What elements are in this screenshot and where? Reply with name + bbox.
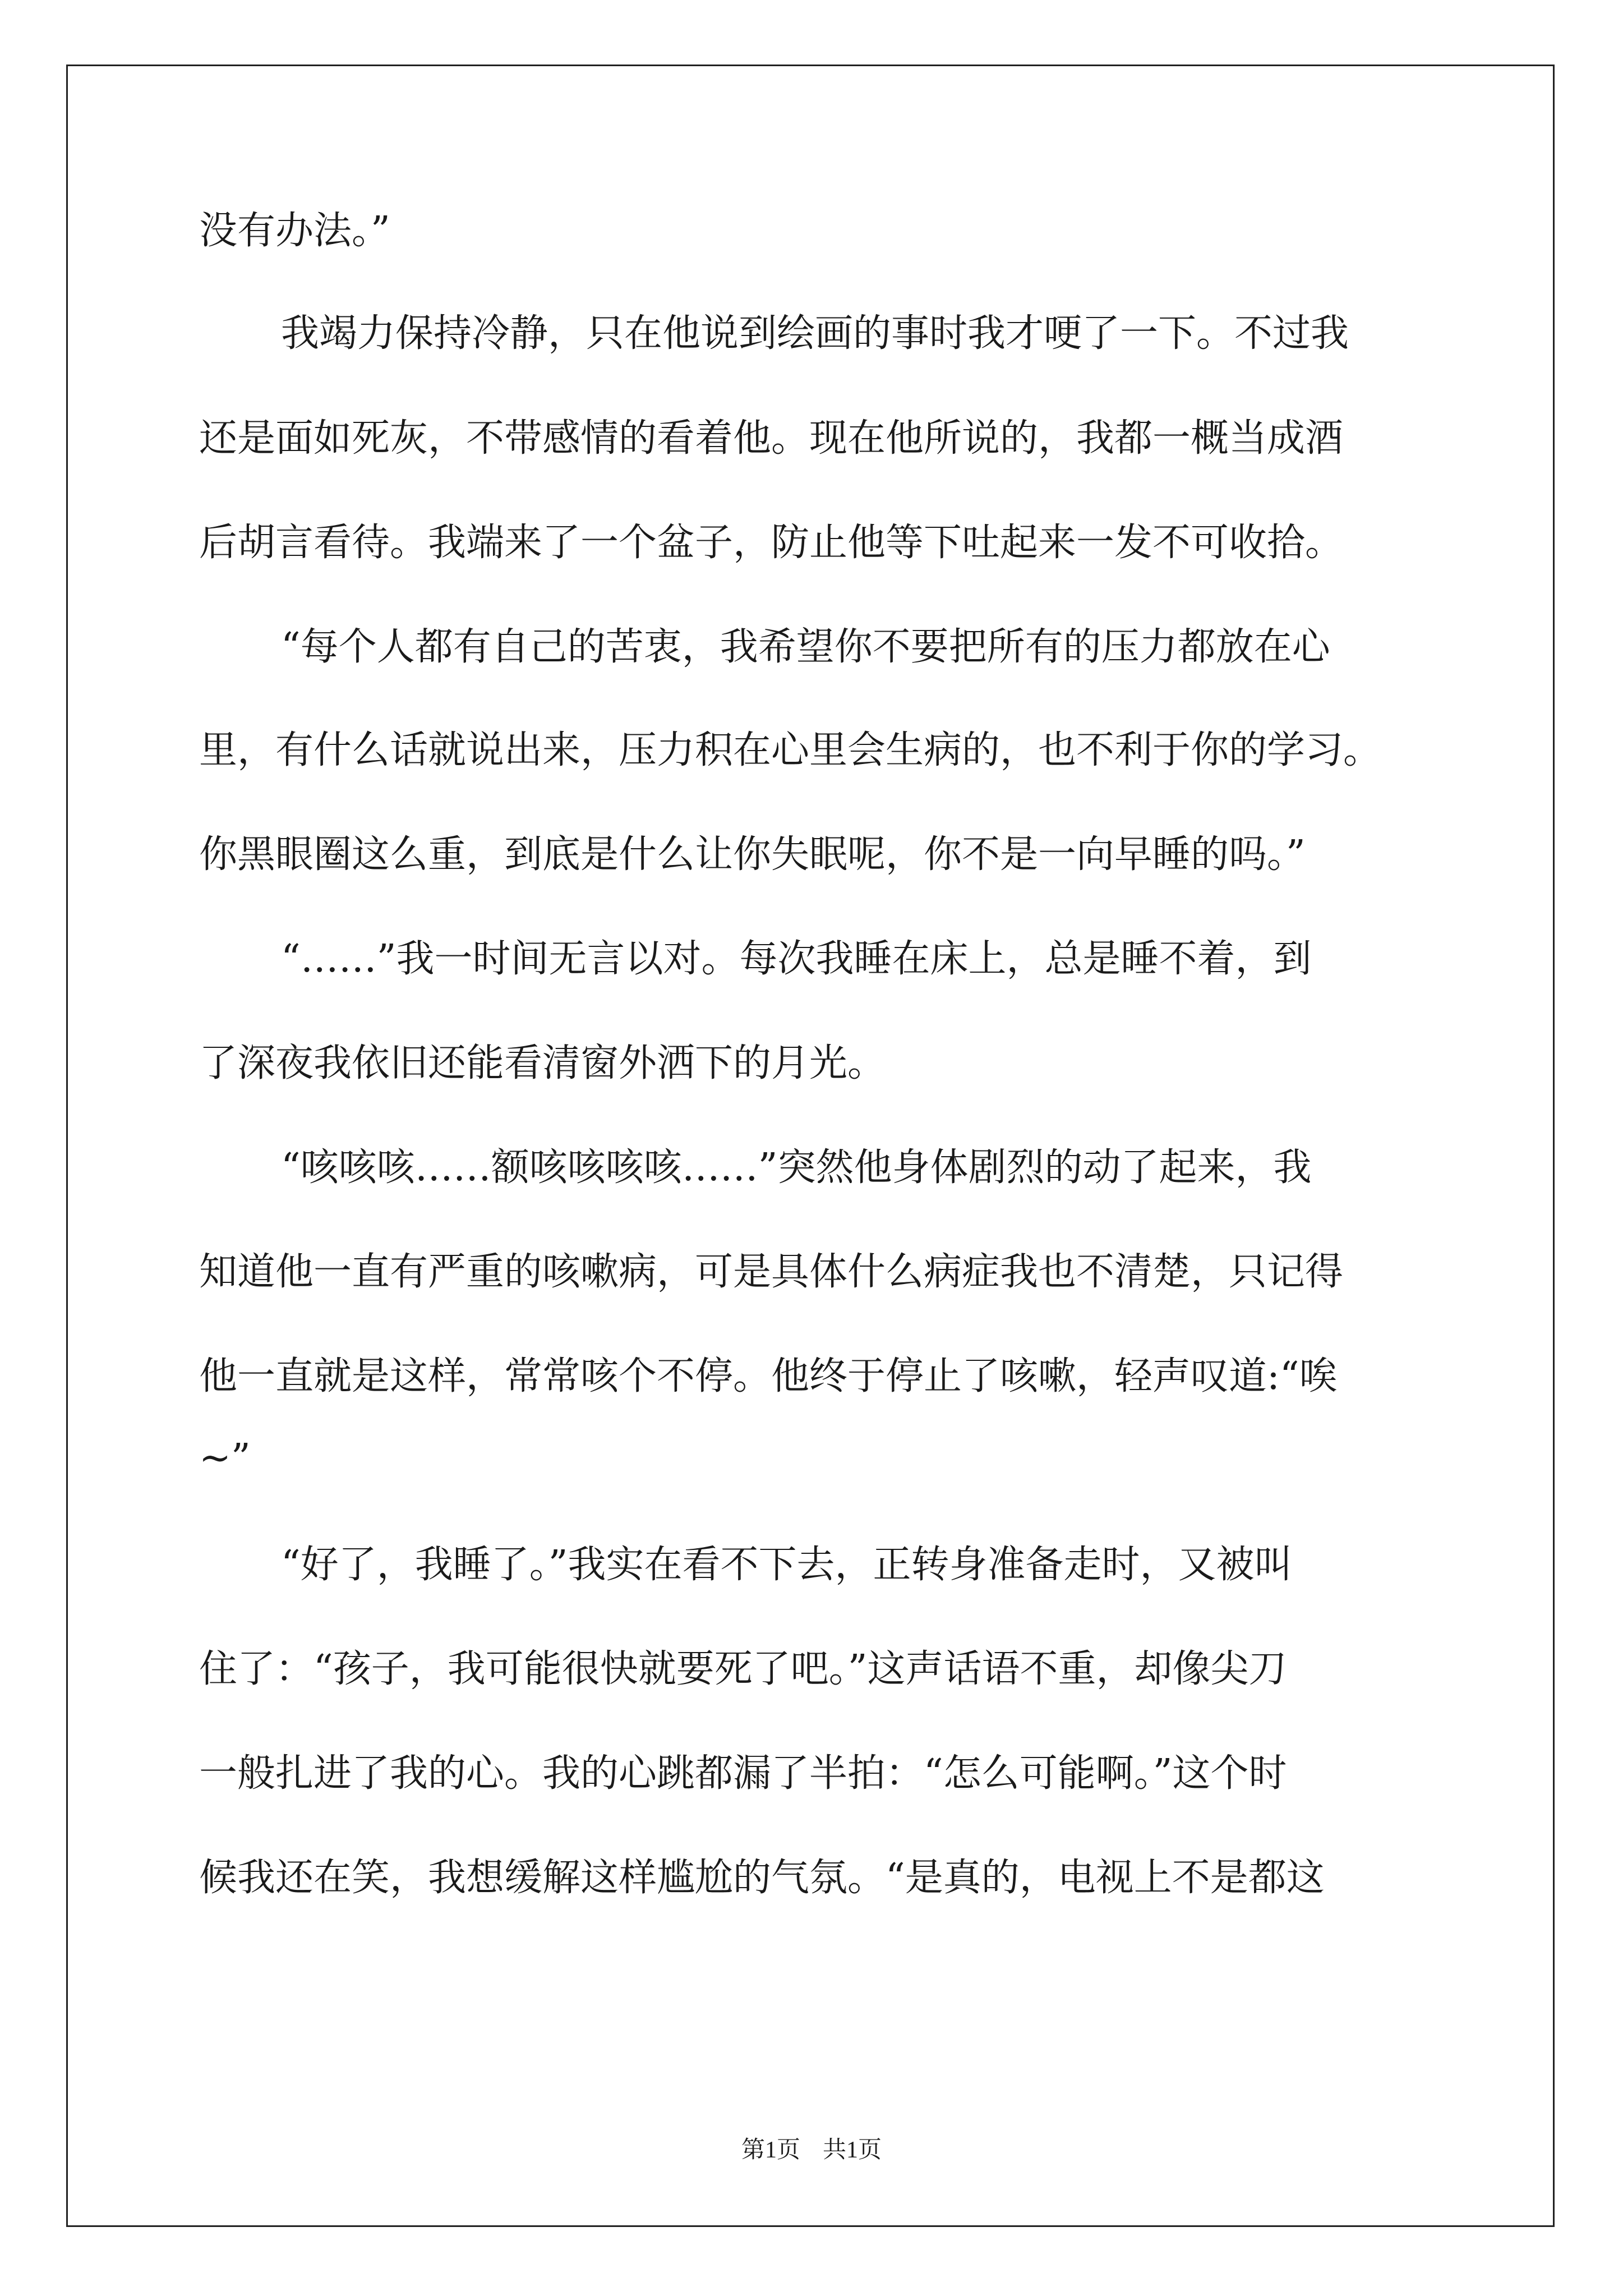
text-line: 知道他一直有严重的咳嗽病，可是具体什么病症我也不清楚，只记得 [199,1250,1344,1294]
text-line: 他一直就是这样，常常咳个不停。他终于停止了咳嗽，轻声叹道:“唉 [199,1354,1338,1398]
text-line: 你黑眼圈这么重，到底是什么让你失眠呢，你不是一向早睡的吗。” [199,832,1306,877]
page-number-current: 第1页 [741,2137,800,2163]
text-line: “好了，我睡了。”我实在看不下去，正转身准备走时，又被叫 [281,1543,1293,1587]
text-line: 一般扎进了我的心。我的心跳都漏了半拍：“怎么可能啊。”这个时 [199,1751,1287,1796]
text-line: 还是面如死灰，不带感情的看着他。现在他所说的，我都一概当成酒 [199,416,1344,461]
page-footer [0,2136,1623,2164]
text-line: 住了：“孩子，我可能很快就要死了吧。”这声话语不重，却像尖刀 [199,1647,1287,1691]
text-line: 后胡言看待。我端来了一个盆子，防止他等下吐起来一发不可收拾。 [199,521,1344,565]
text-line: 了深夜我依旧还能看清窗外洒下的月光。 [199,1041,886,1085]
text-line: “每个人都有自己的苦衷，我希望你不要把所有的压力都放在心 [281,625,1330,669]
text-line: 里，有什么话就说出来，压力积在心里会生病的，也不利于你的学习。 [199,728,1382,772]
text-line: 没有办法。” [199,209,390,253]
page-number-total: 共1页 [823,2137,882,2163]
text-line: 候我还在笑，我想缓解这样尴尬的气氛。“是真的，电视上不是都这 [199,1856,1325,1900]
text-line: “咳咳咳……额咳咳咳咳……”突然他身体剧烈的动了起来，我 [281,1145,1312,1190]
text-line: “……”我一时间无言以对。每次我睡在床上，总是睡不着，到 [281,937,1312,981]
text-line: 我竭力保持冷静，只在他说到绘画的事时我才哽了一下。不过我 [281,311,1349,356]
text-line: ~” [199,1436,251,1480]
